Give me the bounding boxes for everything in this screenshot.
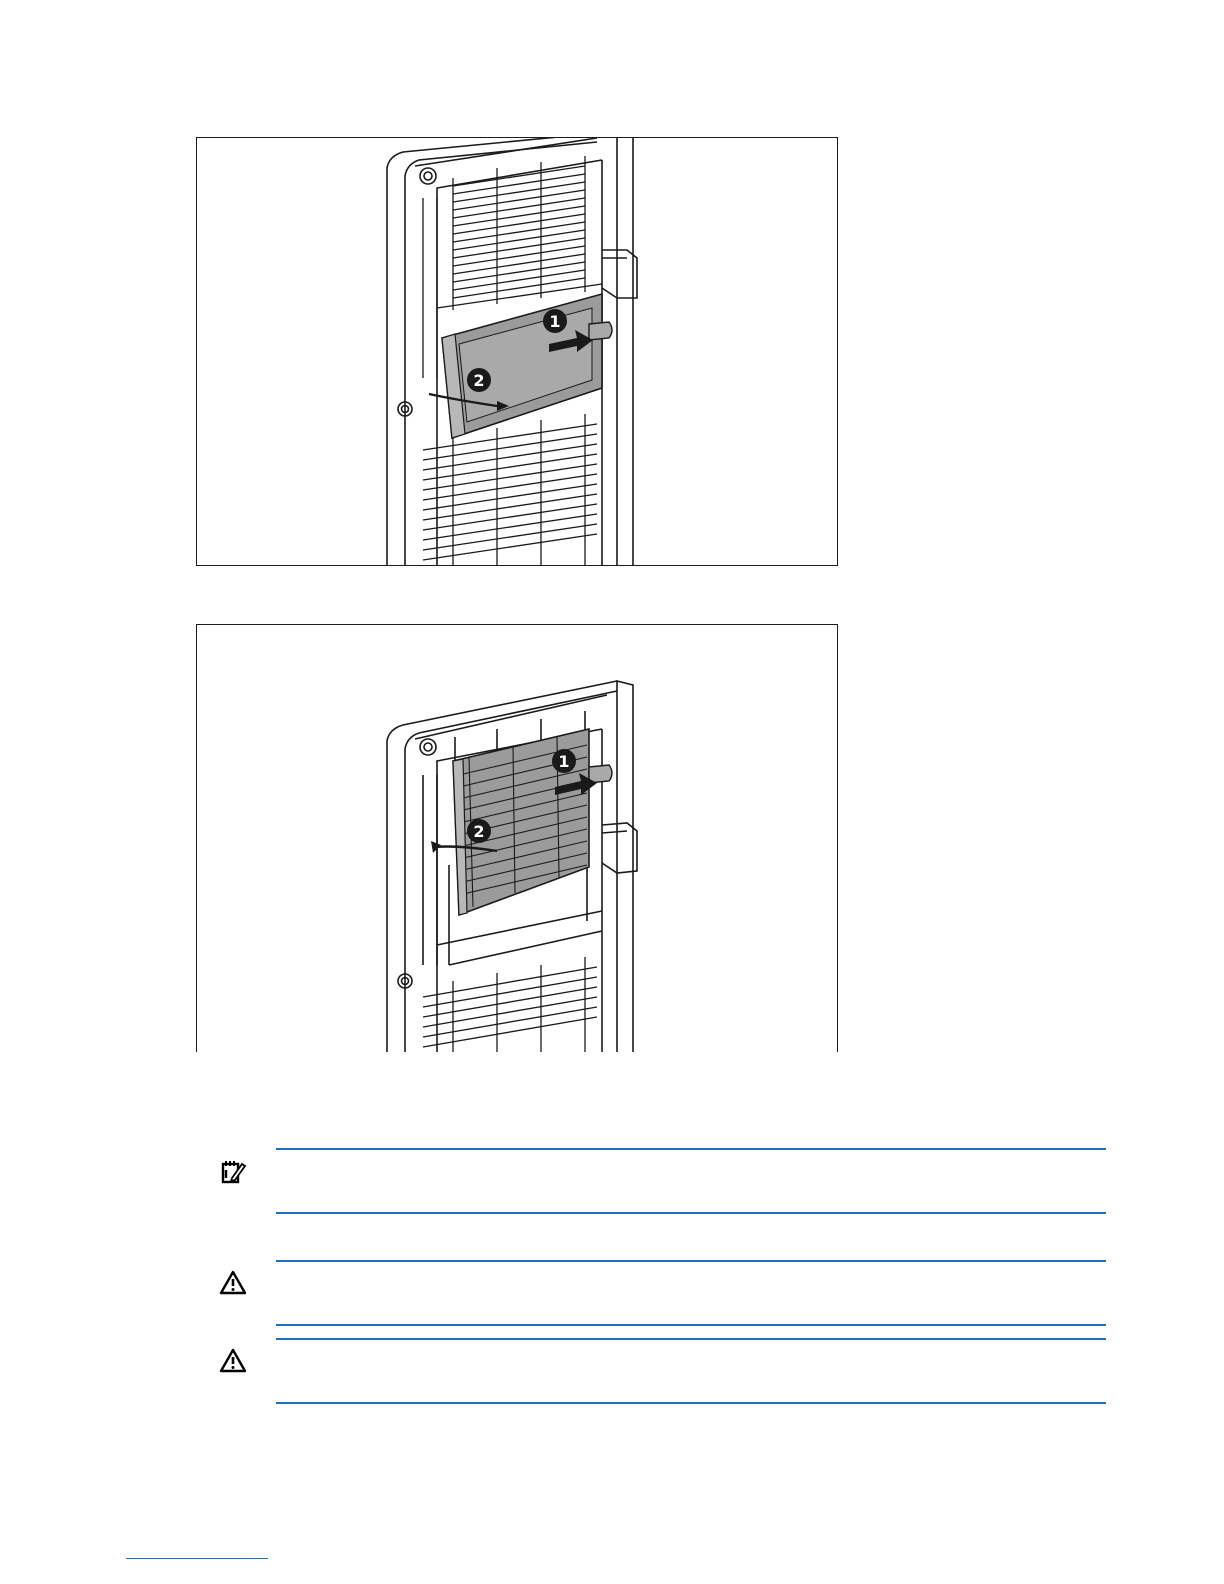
warning-triangle-icon bbox=[218, 1346, 248, 1376]
svg-text:2: 2 bbox=[473, 371, 485, 390]
media-bay-blank bbox=[442, 294, 602, 438]
release-latch bbox=[589, 322, 612, 340]
callout-1 bbox=[552, 749, 576, 773]
callout-1 bbox=[543, 309, 567, 333]
notice-rule-bottom bbox=[276, 1212, 1106, 1214]
svg-text:1: 1 bbox=[558, 752, 570, 771]
notice-rule-top bbox=[276, 1338, 1106, 1340]
remove-drive-bay-blank-figure bbox=[196, 624, 838, 1052]
callout-2 bbox=[467, 819, 491, 843]
remove-media-bay-blank-figure bbox=[196, 137, 838, 566]
caution-notice bbox=[214, 1338, 1106, 1404]
callout-2 bbox=[467, 368, 491, 392]
bottom-grill bbox=[423, 957, 597, 1052]
bezel-illustration bbox=[197, 138, 837, 565]
notice-rule-bottom bbox=[276, 1324, 1106, 1326]
svg-text:1: 1 bbox=[549, 312, 561, 331]
notice-rule-bottom bbox=[276, 1402, 1106, 1404]
svg-text:2: 2 bbox=[473, 822, 485, 841]
footer-rule bbox=[126, 1558, 268, 1559]
caution-notice bbox=[214, 1260, 1106, 1326]
bottom-grill bbox=[423, 414, 597, 565]
notice-rule-top bbox=[276, 1260, 1106, 1262]
warning-triangle-icon bbox=[218, 1268, 248, 1298]
notepad-pencil-icon bbox=[218, 1156, 248, 1186]
release-latch bbox=[589, 765, 612, 783]
notice-rule-top bbox=[276, 1148, 1106, 1150]
bezel-illustration bbox=[197, 625, 837, 1052]
important-notice bbox=[214, 1148, 1106, 1214]
